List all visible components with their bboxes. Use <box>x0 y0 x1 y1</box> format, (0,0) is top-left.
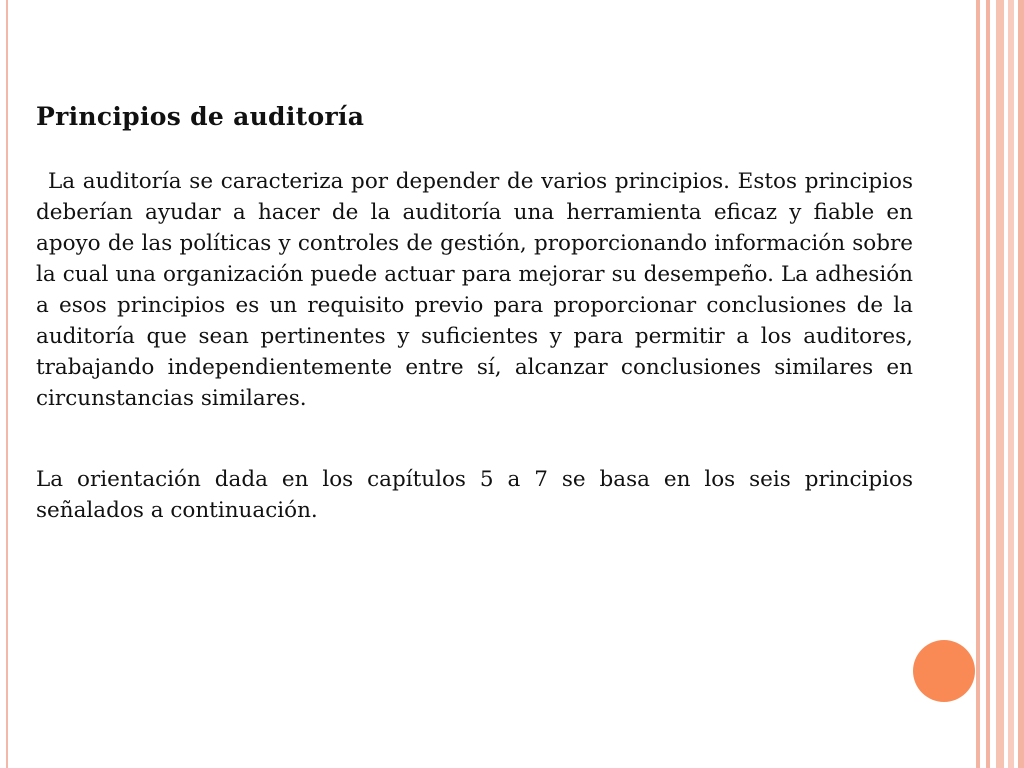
slide-content <box>36 98 913 526</box>
right-stripe-decoration <box>996 0 1004 768</box>
accent-circle-decoration <box>913 640 975 702</box>
right-stripe-decoration <box>1018 0 1024 768</box>
right-stripe-decoration <box>976 0 980 768</box>
body-paragraph-2: La orientación dada en los capítulos 5 a 7 se basa en los seis principios señalados a continuación. <box>36 467 913 523</box>
right-stripe-decoration <box>1008 0 1014 768</box>
right-stripe-decoration <box>986 0 990 768</box>
left-border-decoration <box>0 0 8 768</box>
body-paragraph-1: La auditoría se caracteriza por depender de varios principios. Estos principios deberían ayudar a hacer de la auditoría una herramienta eficaz y fiable en apoyo de las políticas y controles de gestión, proporcionando información sobre la cual una organización puede actuar para mejorar su desempeño. La adhesión a esos principios es un requisito previo para proporcionar conclusiones de la auditoría que sean pertinentes y suficientes y para permitir a los auditores, trabajando independientemente entre sí, alcanzar conclusiones similares en circunstancias similares. <box>36 169 913 411</box>
slide-title: Principios de auditoría <box>36 102 365 131</box>
